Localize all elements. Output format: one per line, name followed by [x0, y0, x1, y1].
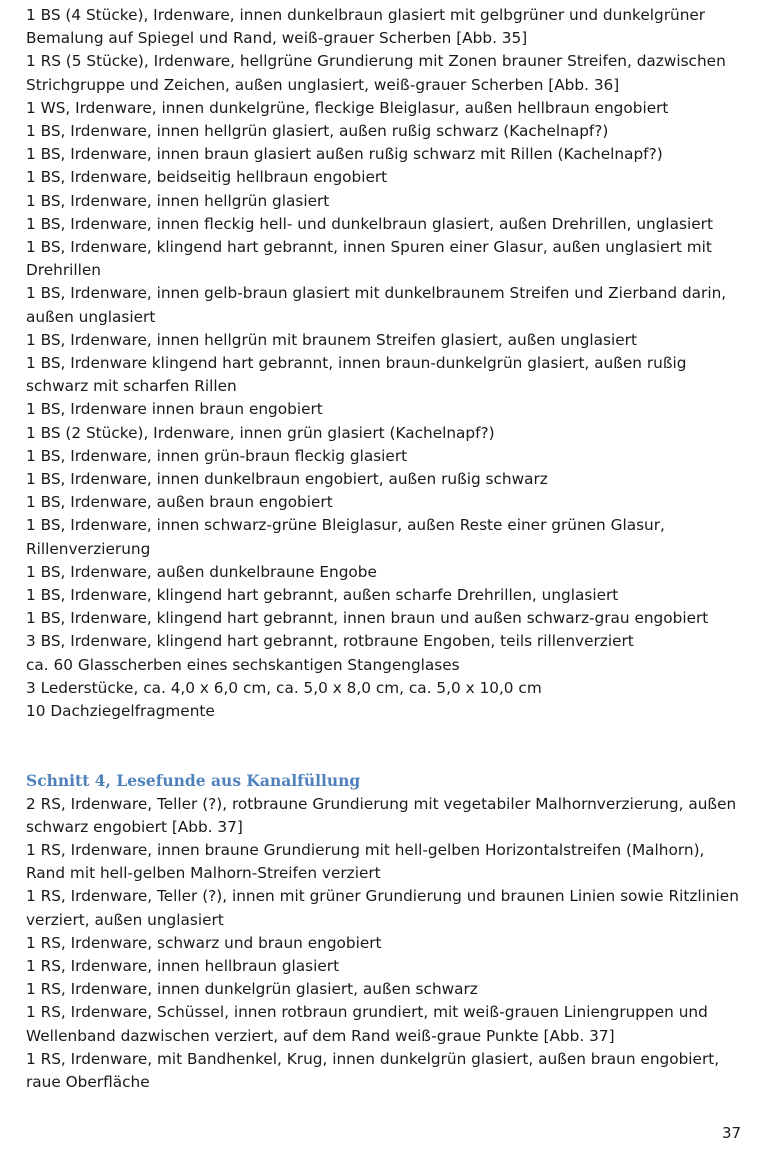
list-item: 1 RS, Irdenware, mit Bandhenkel, Krug, innen dunkelgrün glasiert, außen braun engobiert, raue Oberfläche: [26, 1049, 720, 1091]
list-item: 1 BS, Irdenware, innen schwarz-grüne Bleiglasur, außen Reste einer grünen Glasur, Rillenverzierung: [26, 516, 665, 558]
list-item: 1 BS, Irdenware, außen dunkelbraune Engobe: [26, 562, 377, 581]
list-item: 1 BS, Irdenware, innen fleckig hell- und dunkelbraun glasiert, außen Drehrillen, unglasiert: [26, 214, 713, 233]
list-item: 1 RS (5 Stücke), Irdenware, hellgrüne Grundierung mit Zonen brauner Streifen, dazwischen Strichgruppe und Zeichen, außen unglasiert, weiß-grauer Scherben [Abb. 36]: [26, 52, 726, 94]
section-heading: Schnitt 4, Lesefunde aus Kanalfüllung: [26, 771, 361, 791]
list-item: ca. 60 Glasscherben eines sechskantigen Stangenglases: [26, 655, 460, 674]
list-item: 1 BS (2 Stücke), Irdenware, innen grün glasiert (Kachelnapf?): [26, 423, 495, 442]
list-item: 1 BS, Irdenware, innen hellgrün glasiert, außen rußig schwarz (Kachelnapf?): [26, 122, 609, 141]
list-item: 1 BS, Irdenware, innen braun glasiert außen rußig schwarz mit Rillen (Kachelnapf?): [26, 145, 663, 164]
list-item: 10 Dachziegelfragmente: [26, 702, 215, 721]
list-item: 1 BS, Irdenware innen braun engobiert: [26, 400, 323, 419]
list-item: 1 BS, Irdenware, beidseitig hellbraun engobiert: [26, 168, 388, 187]
section-spacer: [26, 723, 746, 769]
list-item: 1 RS, Irdenware, innen hellbraun glasiert: [26, 956, 340, 975]
list-item: 1 BS, Irdenware, innen grün-braun fleckig glasiert: [26, 446, 408, 465]
document-page: [26, 4, 746, 1094]
list-item: 2 RS, Irdenware, Teller (?), rotbraune Grundierung mit vegetabiler Malhornverzierung, außen schwarz engobiert [Abb. 37]: [26, 794, 737, 836]
list-item: 1 RS, Irdenware, Schüssel, innen rotbraun grundiert, mit weiß-grauen Liniengruppen und Wellenband dazwischen verziert, auf dem Rand weiß-graue Punkte [Abb. 37]: [26, 1003, 708, 1045]
list-item: 1 RS, Irdenware, innen dunkelgrün glasiert, außen schwarz: [26, 980, 478, 999]
list-item: 3 BS, Irdenware, klingend hart gebrannt, rotbraune Engoben, teils rillenverziert: [26, 632, 634, 651]
find-list-section-1: [26, 4, 746, 723]
list-item: 1 BS, Irdenware, klingend hart gebrannt, außen scharfe Drehrillen, unglasiert: [26, 586, 619, 605]
list-item: 1 BS, Irdenware, außen braun engobiert: [26, 493, 333, 512]
list-item: 1 BS, Irdenware, innen dunkelbraun engobiert, außen rußig schwarz: [26, 470, 548, 489]
list-item: 1 BS, Irdenware, innen gelb-braun glasiert mit dunkelbraunem Streifen und Zierband darin, außen unglasiert: [26, 284, 727, 326]
list-item: 1 BS, Irdenware klingend hart gebrannt, innen braun-dunkelgrün glasiert, außen rußig schwarz mit scharfen Rillen: [26, 354, 687, 396]
list-item: 1 RS, Irdenware, schwarz und braun engobiert: [26, 933, 382, 952]
find-list-section-2: [26, 769, 746, 1094]
list-item: 1 WS, Irdenware, innen dunkelgrüne, fleckige Bleiglasur, außen hellbraun engobiert: [26, 98, 669, 117]
list-item: 1 RS, Irdenware, Teller (?), innen mit grüner Grundierung und braunen Linien sowie Ritzlinien verziert, außen unglasiert: [26, 887, 739, 929]
list-item: 1 BS, Irdenware, klingend hart gebrannt, innen braun und außen schwarz-grau engobiert: [26, 609, 709, 628]
list-item: 1 BS, Irdenware, innen hellgrün mit braunem Streifen glasiert, außen unglasiert: [26, 330, 637, 349]
list-item: 1 BS (4 Stücke), Irdenware, innen dunkelbraun glasiert mit gelbgrüner und dunkelgrüner Bemalung auf Spiegel und Rand, weiß-grauer Scherben [Abb. 35]: [26, 6, 706, 48]
list-item: 1 BS, Irdenware, klingend hart gebrannt, innen Spuren einer Glasur, außen unglasiert mit Drehrillen: [26, 238, 712, 280]
page-number: 37: [722, 1124, 742, 1142]
list-item: 1 BS, Irdenware, innen hellgrün glasiert: [26, 191, 330, 210]
list-item: 1 RS, Irdenware, innen braune Grundierung mit hell-gelben Horizontalstreifen (Malhorn), Rand mit hell-gelben Malhorn-Streifen verziert: [26, 840, 705, 883]
list-item: 3 Lederstücke, ca. 4,0 x 6,0 cm, ca. 5,0 x 8,0 cm, ca. 5,0 x 10,0 cm: [26, 678, 542, 697]
